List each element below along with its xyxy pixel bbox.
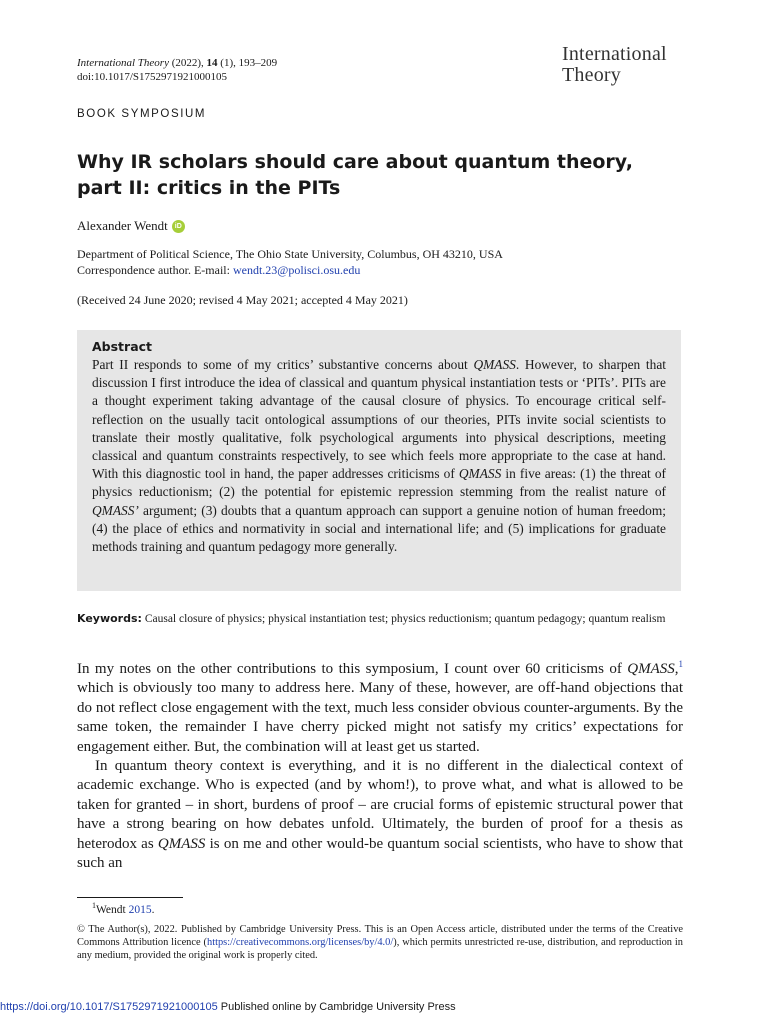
footnote: $^1$Wendt 2015. — [92, 901, 155, 916]
footnote-citation-link[interactable]: 2015 — [128, 904, 152, 916]
logo-line2: Theory — [562, 64, 621, 86]
license-link[interactable]: https://creativecommons.org/licenses/by/4.0/ — [207, 937, 394, 948]
footnote-divider — [77, 897, 183, 898]
orcid-icon[interactable]: iD — [172, 220, 185, 233]
footnote-ref[interactable]: 1 — [678, 659, 683, 669]
bottom-bar — [0, 1001, 768, 1013]
doi: doi:10.1017/S1752971921000105 — [77, 71, 228, 83]
body-paragraph: In quantum theory context is everything, and it is no different in the dialectical context of academic exchange. Who is expected (and by whom!), to prove what, and what is allowed to be taken for granted – in short, burdens of proof – are crucial forms of epistemic structural power that have a strong bearing on how debates unfold. Ultimately, the burden of proof for a thesis as heterodox as QMASS is on me and other would-be quantum social scientists, who have to show that such an — [77, 758, 683, 872]
volume: 14 — [206, 57, 218, 69]
title-line1: Why IR scholars should care about quantum theory, — [77, 151, 633, 173]
logo-line1: International — [562, 43, 667, 65]
abstract-text: Part II responds to some of my critics’ substantive concerns about QMASS. However, to sharpen that discussion I first introduce the idea of classical and quantum physical instantiation tests or ‘PITs’. PITs are a thought experiment taking advantage of the causal closure of physics. To encourage critical self-reflection on the usually tacit ontological assumptions of our theories, PITs invite social scientists to translate their mostly qualitative, folk psychological arguments into physical descriptions, meeting classical and quantum constraints respectively, to see which feels more appropriate to the case at hand. With this diagnostic tool in hand, the paper addresses criticisms of QMASS in five areas: (1) the threat of physics reductionism; (2) the potential for epistemic repression stemming from the realist nature of QMASS’ argument; (3) doubts that a quantum approach can support a genuine notion of human freedom; (4) the place of ethics and normativity in social and international life; and (5) implications for graduate methods training and quantum pedagogy more generally. — [92, 357, 667, 555]
keywords-text: Causal closure of physics; physical instantiation test; physics reductionism; quantum pedagogy; quantum realism — [141, 613, 666, 625]
email-link[interactable]: wendt.23@polisci.osu.edu — [232, 263, 361, 277]
received-dates: (Received 24 June 2020; revised 4 May 2021; accepted 4 May 2021) — [77, 293, 408, 307]
license-notice: © The Author(s), 2022. Published by Cambridge University Press. This is an Open Access article, distributed under the terms of the Creative Commons Attribution licence (https://creativecommons.org/licenses/by/4.0/), which permits unrestricted re-use, distribution, and reproduction in any medium, provided the original work is properly cited. — [77, 924, 683, 961]
journal-citation — [77, 56, 277, 84]
correspondence-label: Correspondence author. E-mail: — [77, 263, 233, 277]
year: (2022), — [168, 57, 207, 69]
body-text — [77, 660, 683, 873]
section-label: BOOK SYMPOSIUM — [77, 108, 207, 120]
keywords-label: Keywords: — [77, 612, 142, 625]
keywords — [77, 611, 683, 627]
title-line2: part II: critics in the PITs — [77, 177, 341, 199]
abstract-heading: Abstract — [92, 339, 153, 354]
published-note: Published online by Cambridge University Press — [217, 1001, 456, 1013]
affiliation-line: Department of Political Science, The Ohio State University, Columbus, OH 43210, USA — [77, 247, 503, 261]
issue-pages: (1), 193–209 — [217, 57, 278, 69]
author — [77, 218, 185, 234]
affiliation — [77, 246, 503, 278]
body-paragraph: In my notes on the other contributions to this symposium, I count over 60 criticisms of QMASS,$^1$ which is obviously too many to address here. Many of these, however, are off-hand objections that do not reflect close engagement with the text, much less consider obvious counter-arguments. By the same token, the remainder I have cherry picked might not satisfy my critics’ expectations for engagement either. But, the combination will at least get us started. — [77, 659, 683, 755]
journal-name: International Theory — [77, 57, 169, 69]
journal-logo — [562, 44, 667, 86]
doi-link[interactable]: https://doi.org/10.1017/S1752971921000105 — [0, 1001, 218, 1013]
author-name[interactable]: Alexander Wendt — [77, 218, 168, 233]
article-title — [77, 149, 697, 201]
